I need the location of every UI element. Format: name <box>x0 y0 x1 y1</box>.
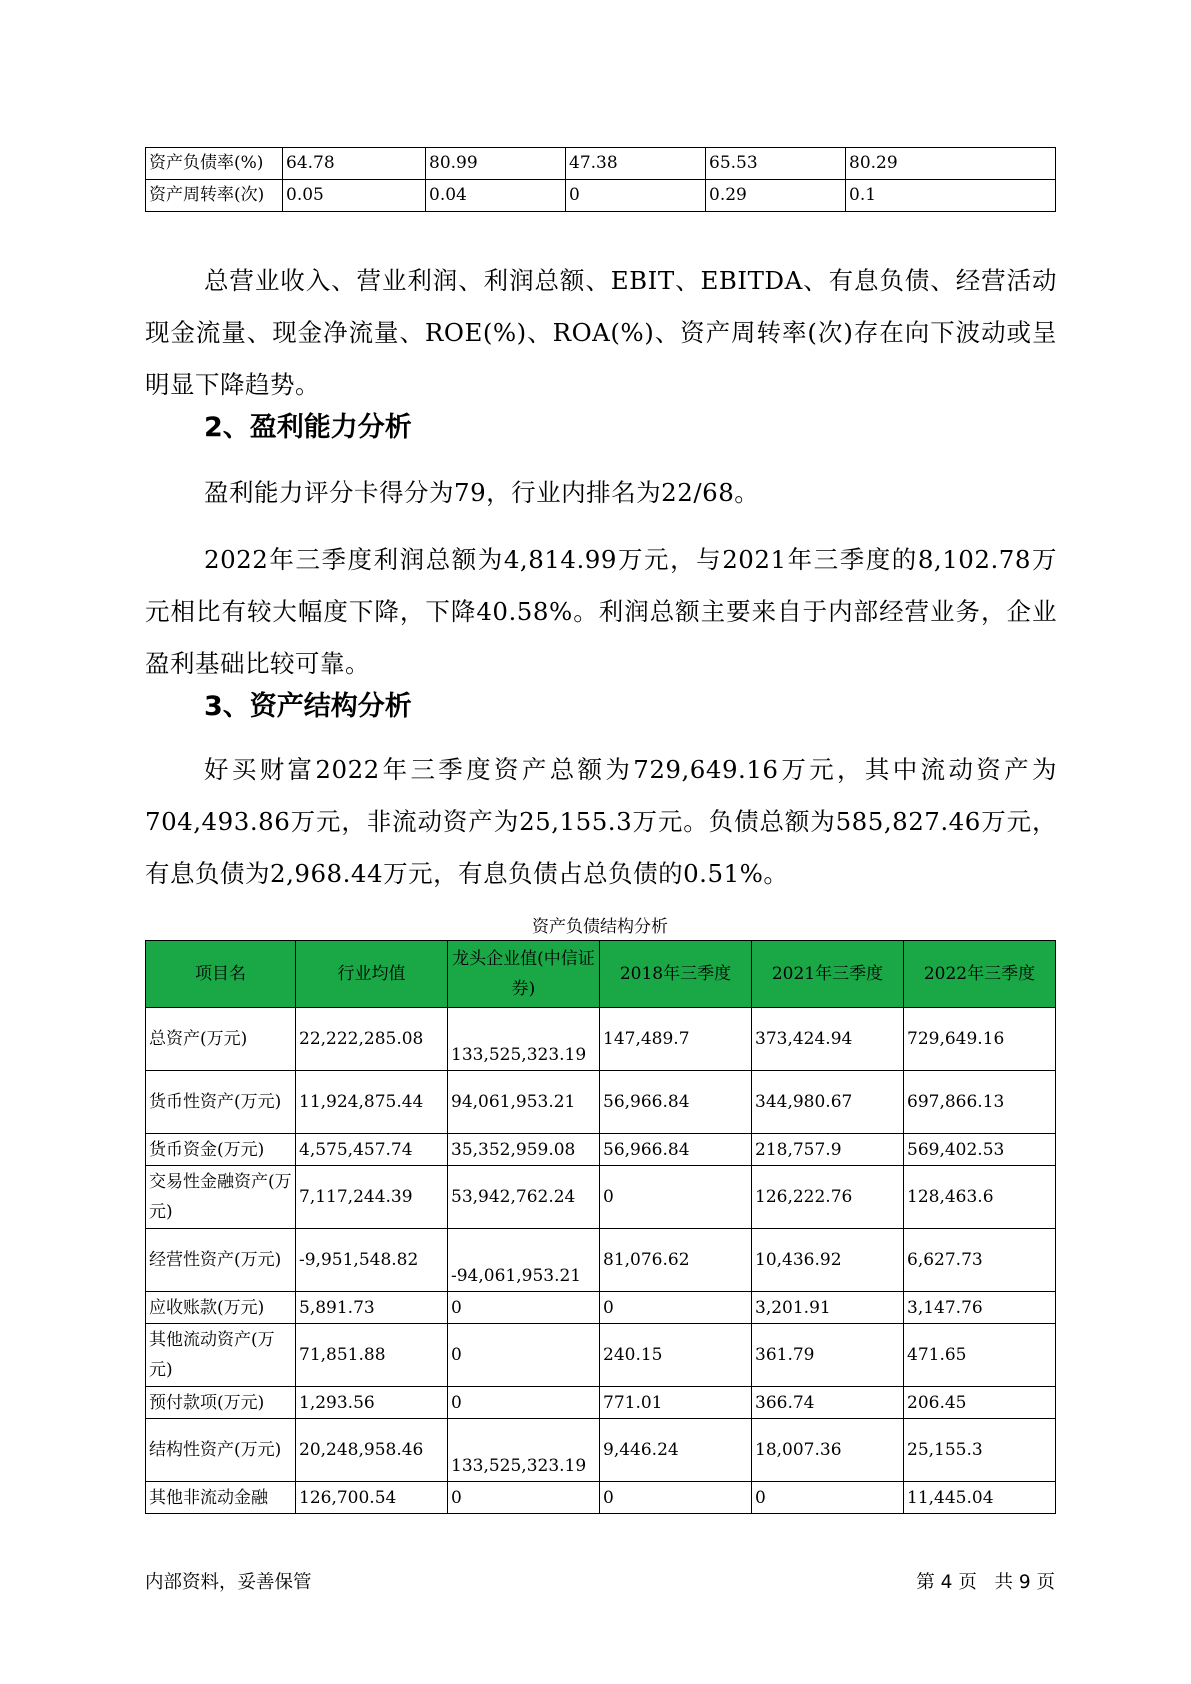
table-row <box>146 1419 1056 1482</box>
table-row <box>146 1229 1056 1292</box>
table-cell: 22,222,285.08 <box>296 1008 448 1071</box>
table-cell: 35,352,959.08 <box>448 1134 600 1166</box>
table-cell: 20,248,958.46 <box>296 1419 448 1482</box>
table-cell: 6,627.73 <box>904 1229 1056 1292</box>
table-row <box>146 1387 1056 1419</box>
table-cell: 771.01 <box>600 1387 752 1419</box>
table-cell: 0 <box>448 1324 600 1387</box>
trend-paragraph: 总营业收入、营业利润、利润总额、EBIT、EBITDA、有息负债、经营活动现金流量、现金净流量、ROE(%)、ROA(%)、资产周转率(次)存在向下波动或呈明显下降趋势。 <box>145 266 1057 399</box>
section-heading-profitability: 2、盈利能力分析 <box>204 412 412 443</box>
table-cell: 0.29 <box>706 180 846 212</box>
table-cell: 3,201.91 <box>752 1292 904 1324</box>
table-row <box>146 1071 1056 1134</box>
table-cell: 147,489.7 <box>600 1008 752 1071</box>
table-caption: 资产负债结构分析 <box>532 917 668 937</box>
table-cell: 0 <box>566 180 706 212</box>
table-cell: 133,525,323.19 <box>448 1008 600 1071</box>
table-cell: 133,525,323.19 <box>448 1419 600 1482</box>
table-cell: 126,700.54 <box>296 1482 448 1514</box>
header-cell: 龙头企业值(中信证券) <box>448 941 600 1008</box>
table-cell: 344,980.67 <box>752 1071 904 1134</box>
table-cell: 65.53 <box>706 148 846 180</box>
table-cell: 0 <box>448 1482 600 1514</box>
table-cell: 7,117,244.39 <box>296 1166 448 1229</box>
table-cell: 47.38 <box>566 148 706 180</box>
table-cell: 4,575,457.74 <box>296 1134 448 1166</box>
table-row <box>146 1008 1056 1071</box>
table-cell: 53,942,762.24 <box>448 1166 600 1229</box>
table-cell: 366.74 <box>752 1387 904 1419</box>
section-heading-asset-structure: 3、资产结构分析 <box>204 691 412 722</box>
table-cell: 64.78 <box>283 148 426 180</box>
table-cell: 0.1 <box>846 180 1056 212</box>
table-cell: 56,966.84 <box>600 1134 752 1166</box>
table-cell: 71,851.88 <box>296 1324 448 1387</box>
table-cell: 0 <box>600 1166 752 1229</box>
table-cell: 126,222.76 <box>752 1166 904 1229</box>
header-cell: 2018年三季度 <box>600 941 752 1008</box>
table-cell: 569,402.53 <box>904 1134 1056 1166</box>
table-cell: 0 <box>448 1292 600 1324</box>
row-label: 货币性资产(万元) <box>146 1071 296 1134</box>
table-row <box>146 148 1056 180</box>
table-row <box>146 1166 1056 1229</box>
row-label: 经营性资产(万元) <box>146 1229 296 1292</box>
row-label: 应收账款(万元) <box>146 1292 296 1324</box>
table-row <box>146 1324 1056 1387</box>
table-row <box>146 1292 1056 1324</box>
table-cell: 361.79 <box>752 1324 904 1387</box>
row-label: 交易性金融资产(万元) <box>146 1166 296 1229</box>
header-cell: 项目名 <box>146 941 296 1008</box>
table-cell: 218,757.9 <box>752 1134 904 1166</box>
table-cell: 0 <box>600 1482 752 1514</box>
ratio-table <box>145 147 1056 212</box>
table-cell: 25,155.3 <box>904 1419 1056 1482</box>
table-cell: 0 <box>752 1482 904 1514</box>
table-cell: 80.99 <box>426 148 566 180</box>
table-cell: 56,966.84 <box>600 1071 752 1134</box>
footer-confidential-note: 内部资料，妥善保管 <box>145 1572 312 1593</box>
table-cell: 471.65 <box>904 1324 1056 1387</box>
balance-structure-table <box>145 940 1056 1514</box>
table-cell: -94,061,953.21 <box>448 1229 600 1292</box>
table-cell: 9,446.24 <box>600 1419 752 1482</box>
row-label: 其他流动资产(万元) <box>146 1324 296 1387</box>
table-header-row <box>146 941 1056 1008</box>
table-cell: 240.15 <box>600 1324 752 1387</box>
table-cell: 1,293.56 <box>296 1387 448 1419</box>
row-label: 总资产(万元) <box>146 1008 296 1071</box>
row-label: 货币资金(万元) <box>146 1134 296 1166</box>
row-label: 资产负债率(%) <box>146 148 283 180</box>
asset-structure-paragraph: 好买财富2022年三季度资产总额为729,649.16万元，其中流动资产为704,493.86万元，非流动资产为25,155.3万元。负债总额为585,827.46万元，有息负债为2,968.44万元，有息负债占总负债的0.51%。 <box>145 755 1057 888</box>
profitability-score-paragraph: 盈利能力评分卡得分为79，行业内排名为22/68。 <box>204 478 760 507</box>
table-cell: 3,147.76 <box>904 1292 1056 1324</box>
table-cell: 128,463.6 <box>904 1166 1056 1229</box>
table-cell: 729,649.16 <box>904 1008 1056 1071</box>
table-cell: 10,436.92 <box>752 1229 904 1292</box>
table-cell: 18,007.36 <box>752 1419 904 1482</box>
table-cell: 373,424.94 <box>752 1008 904 1071</box>
page-number: 第 4 页 共 9 页 <box>916 1572 1055 1593</box>
table-cell: 0 <box>600 1292 752 1324</box>
row-label: 预付款项(万元) <box>146 1387 296 1419</box>
table-cell: 206.45 <box>904 1387 1056 1419</box>
table-cell: 5,891.73 <box>296 1292 448 1324</box>
row-label: 资产周转率(次) <box>146 180 283 212</box>
table-row <box>146 180 1056 212</box>
table-row <box>146 1482 1056 1514</box>
table-cell: 697,866.13 <box>904 1071 1056 1134</box>
table-cell: 80.29 <box>846 148 1056 180</box>
table-cell: 0.04 <box>426 180 566 212</box>
row-label: 结构性资产(万元) <box>146 1419 296 1482</box>
table-row <box>146 1134 1056 1166</box>
profit-paragraph: 2022年三季度利润总额为4,814.99万元，与2021年三季度的8,102.78万元相比有较大幅度下降，下降40.58%。利润总额主要来自于内部经营业务，企业盈利基础比较可靠。 <box>145 545 1057 678</box>
table-cell: -9,951,548.82 <box>296 1229 448 1292</box>
table-cell: 81,076.62 <box>600 1229 752 1292</box>
row-label: 其他非流动金融 <box>146 1482 296 1514</box>
header-cell: 2021年三季度 <box>752 941 904 1008</box>
header-cell: 2022年三季度 <box>904 941 1056 1008</box>
table-cell: 0 <box>448 1387 600 1419</box>
header-cell: 行业均值 <box>296 941 448 1008</box>
table-cell: 94,061,953.21 <box>448 1071 600 1134</box>
table-cell: 0.05 <box>283 180 426 212</box>
table-cell: 11,924,875.44 <box>296 1071 448 1134</box>
table-cell: 11,445.04 <box>904 1482 1056 1514</box>
